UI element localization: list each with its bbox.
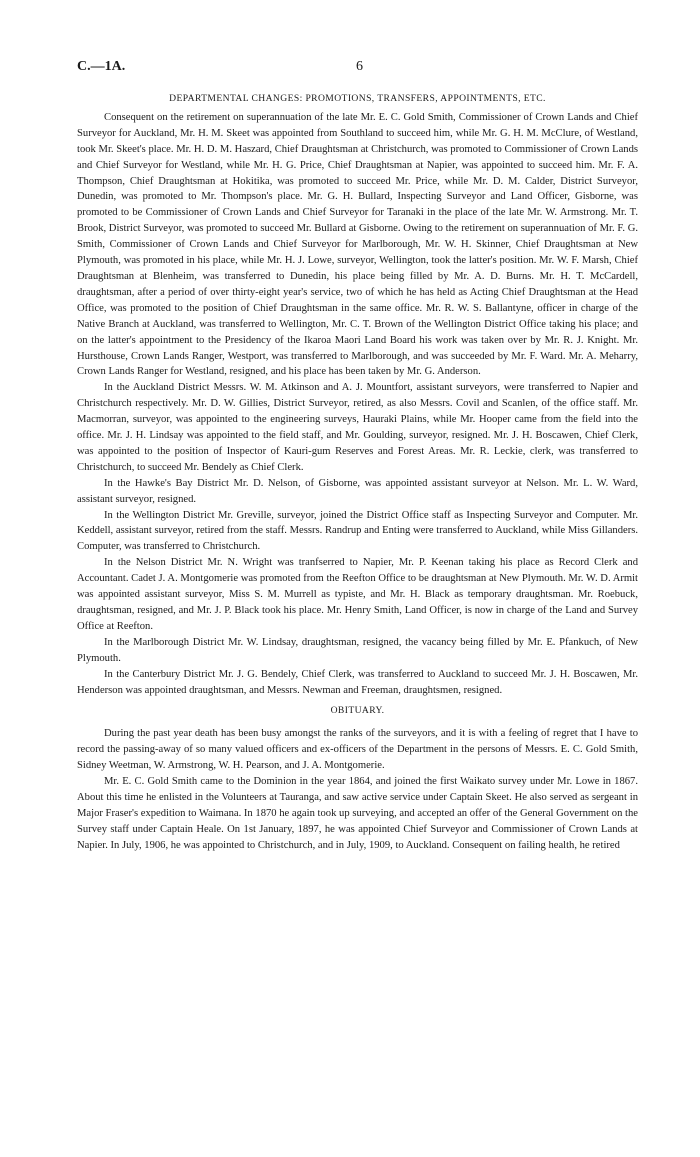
running-head <box>77 59 638 79</box>
paragraph-head-office-changes: Consequent on the retirement on superannuation of the late Mr. E. C. Gold Smith, Commissioner of Crown Lands and Chief Surveyor for Auckland, Mr. H. M. Skeet was appointed from Southland to succeed him, while Mr. G. H. M. McClure, of Westland, took Mr. Skeet's place. Mr. H. D. M. Haszard, Chief Draughtsman at Christchurch, was promoted to Commissioner of Crown Lands and Chief Surveyor for Westland, while Mr. H. G. Price, Chief Draughtsman at Napier, was appointed to succeed him. Mr. F. A. Thompson, Chief Draughtsman at Hokitika, was promoted to succeed Mr. Price, while Mr. D. M. Calder, District Surveyor, Dunedin, was promoted to Mr. Thompson's place. Mr. G. H. Bullard, Inspecting Surveyor and Land Officer, Gisborne, was promoted to be Commissioner of Crown Lands and Chief Surveyor for Taranaki in the place of the late Mr. W. Armstrong. Mr. T. Brook, District Surveyor, was promoted to succeed Mr. Bullard at Gisborne. Owing to the retirement on superannuation of Mr. F. G. Smith, Commissioner of Crown Lands and Chief Surveyor for Marlborough, Mr. W. H. Skinner, Chief Draughtsman at New Plymouth, was promoted in his place, while Mr. H. J. Lowe, surveyor, Wellington, took the latter's position. Mr. W. F. Marsh, Chief Draughtsman at Blenheim, was transferred to Dunedin, his place being filled by Mr. A. D. Burns. Mr. H. T. McCardell, draughtsman, after a period of over thirty-eight year's service, two of which he has held as Acting Chief Draughtsman at the Head Office, was promoted to the position of Chief Draughtsman in the same office. Mr. R. W. S. Ballantyne, officer in charge of the Native Branch at Auckland, was transferred to Wellington, Mr. C. T. Brown of the Wellington District Office taking his place; and on the latter's appointment to the Presidency of the Ikaroa Maori Land Board his work was taken over by Mr. R. J. Knight. Mr. Hursthouse, Crown Lands Ranger, Westport, was transferred to Marlborough, and was succeeded by Mr. F. Ward. Mr. A. Meharry, Crown Lands Ranger for Westland, resigned, and his place has been taken by Mr. G. Anderson. <box>77 111 638 378</box>
section-heading-obituary: OBITUARY. <box>330 705 385 717</box>
paragraph-obituary-intro: During the past year death has been busy amongst the ranks of the surveyors, and it is with a feeling of regret that I have to record the passing-away of so many valued officers and ex-officers of the Department in the persons of Messrs. E. C. Gold Smith, Sidney Weetman, W. Armstrong, W. H. Pearson, and J. A. Montgomerie. <box>77 728 638 772</box>
paragraph-marlborough-district: In the Marlborough District Mr. W. Lindsay, draughtsman, resigned, the vacancy being filled by Mr. E. Pfankuch, of New Plymouth. <box>77 636 638 664</box>
paragraph-auckland-district: In the Auckland District Messrs. W. M. Atkinson and A. J. Mountfort, assistant surveyors, were transferred to Napier and Christchurch respectively. Mr. D. W. Gillies, District Surveyor, retired, as also Messrs. Covil and Scanlen, of the office staff. Mr. Macmorran, surveyor, was appointed to the engineering surveys, Hauraki Plains, while Mr. Hooper came from the field into the office. Mr. J. H. Lindsay was appointed to the field staff, and Mr. Goulding, surveyor, resigned. Mr. J. H. Boscawen, Chief Clerk, was appointed to the position of Inspector of Kauri-gum Reserves and Forest Areas. Mr. R. Leckie, clerk, was transferred to Christchurch, to succeed Mr. Bendely as Chief Clerk. <box>77 382 638 473</box>
paragraph-nelson-district: In the Nelson District Mr. N. Wright was tranfserred to Napier, Mr. P. Keenan taking his place as Record Clerk and Accountant. Cadet J. A. Montgomerie was promoted from the Reefton Office to be draughtsman at New Plymouth. Mr. W. D. Armit was appointed assistant surveyor, Miss S. M. Murrell as typiste, and Mr. H. Black as temporary draughtsman. Mr. Roebuck, draughtsman, resigned, and Mr. J. P. Black took his place. Mr. Henry Smith, Land Officer, is now in charge of the Land and Survey Office at Reefton. <box>77 557 638 632</box>
document-reference: C.—1A. <box>77 59 126 74</box>
paragraph-wellington-district: In the Wellington District Mr. Greville, surveyor, joined the District Office staff as Inspecting Surveyor and Computer. Mr. Keddell, assistant surveyor, retired from the staff. Messrs. Randrup and Enting were transferred to Auckland, while Miss Gillanders. Computer, was transferred to Christchurch. <box>77 509 638 553</box>
paragraph-obituary-gold-smith: Mr. E. C. Gold Smith came to the Dominion in the year 1864, and joined the first Waikato survey under Mr. Lowe in 1867. About this time he enlisted in the Volunteers at Tauranga, and saw active service under Captain Skeet. He also served as sergeant in Major Fraser's expedition to Waimana. In 1870 he again took up surveying, and accepted an offer of the General Government on the Survey staff under Captain Heale. On 1st January, 1897, he was appointed Chief Surveyor and Commissioner of Crown Lands at Napier. In July, 1906, he was appointed to Christchurch, and in July, 1909, to Auckland. Consequent on failing health, he retired <box>77 776 638 851</box>
paragraph-hawkes-bay-district: In the Hawke's Bay District Mr. D. Nelson, of Gisborne, was appointed assistant surveyor at Nelson. Mr. L. W. Ward, assistant surveyor, resigned. <box>77 477 638 505</box>
section-heading-departmental-changes: DEPARTMENTAL CHANGES: PROMOTIONS, TRANSFERS, APPOINTMENTS, ETC. <box>169 93 546 104</box>
page-number: 6 <box>356 59 363 74</box>
page-body <box>77 91 638 854</box>
paragraph-canterbury-district: In the Canterbury District Mr. J. G. Bendely, Chief Clerk, was transferred to Auckland to succeed Mr. J. H. Boscawen, Mr. Henderson was appointed draughtsman, and Messrs. Newman and Freeman, draughtsmen, resigned. <box>77 668 638 696</box>
